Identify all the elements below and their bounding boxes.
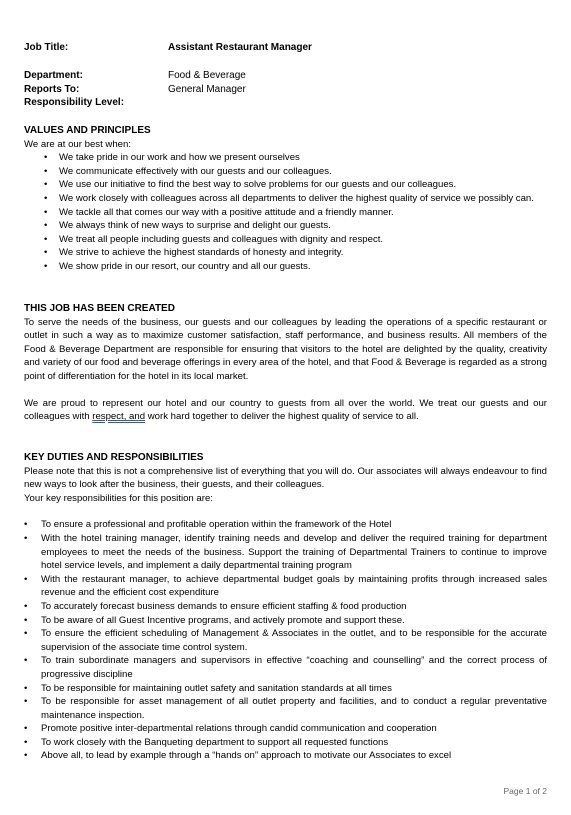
job-created-heading: THIS JOB HAS BEEN CREATED — [24, 303, 175, 314]
reports-to-label: Reports To: — [24, 84, 80, 95]
values-list — [24, 151, 547, 273]
list-item: • We strive to achieve the highest standards of honesty and integrity. — [24, 246, 547, 260]
list-item: • We use our initiative to find the best way to solve problems for our guests and our colleagues. — [24, 178, 547, 192]
list-item: • To be responsible for maintaining outlet safety and sanitation standards at all times — [24, 682, 547, 696]
list-item: • Promote positive inter-departmental relations through candid communication and cooperation — [24, 722, 547, 736]
department-value: Food & Beverage — [168, 70, 246, 81]
list-item: • We take pride in our work and how we present ourselves — [24, 151, 547, 165]
duties-heading: KEY DUTIES AND RESPONSIBILITIES — [24, 452, 204, 463]
list-item: • To ensure the efficient scheduling of Management & Associates in the outlet, and to be responsible for the accurate supervision of the associate time control system. — [24, 627, 547, 654]
list-item: • We treat all people including guests and colleagues with dignity and respect. — [24, 233, 547, 247]
list-item: • To train subordinate managers and supervisors in effective “coaching and counselling” and the correct process of progressive discipline — [24, 654, 547, 681]
paragraph-text: work hard together to deliver the highest quality of service to all. — [145, 411, 419, 423]
duties-intro: Please note that this is not a comprehensive list of everything that you will do. Our associates will always endeavour to find new ways to look after the business, their guests, and their colleagues. — [24, 465, 547, 491]
list-item: • To work closely with the Banqueting department to support all requested functions — [24, 736, 547, 750]
values-section — [24, 124, 547, 274]
list-item: • We show pride in our resort, our country and all our guests. — [24, 260, 547, 274]
list-item: • To be aware of all Guest Incentive programs, and actively promote and support these. — [24, 614, 547, 628]
duties-list — [24, 518, 547, 763]
list-item: • We always think of new ways to surprise and delight our guests. — [24, 219, 547, 233]
spellcheck-underline-text: respect, and — [92, 411, 146, 423]
job-created-paragraph: To serve the needs of the business, our guests and our colleagues by leading the operations of a specific restaurant or outlet in such a way as to maximize customer satisfaction, staff performance, and business results. All members of the Food & Beverage Department are responsible for ensuring that visitors to the hotel are delighted by the quality, creativity and variety of our food and beverage offerings in every area of the hotel, and that Food & Beverage is regarded as a strong point of differentiation for the hotel in its local market. — [24, 316, 547, 382]
list-item: • Above all, to lead by example through a “hands on” approach to motivate our Associates to excel — [24, 749, 547, 763]
values-intro: We are at our best when: — [24, 138, 132, 150]
list-item: • We communicate effectively with our guests and our colleagues. — [24, 165, 547, 179]
list-item: • To ensure a professional and profitable operation within the framework of the Hotel — [24, 518, 547, 532]
job-title-value: Assistant Restaurant Manager — [168, 42, 312, 53]
duties-intro-2: Your key responsibilities for this position are: — [24, 492, 213, 504]
list-item: • With the hotel training manager, identify training needs and develop and deliver the required training for department employees to meet the needs of the business. Support the training of Departmental Trainers to continue to improve hotel service levels, and implement a daily departmental training program — [24, 532, 547, 573]
page-number: Page 1 of 2 — [503, 786, 547, 796]
list-item: • With the restaurant manager, to achieve departmental budget goals by maintaining profits through increased sales revenue and the efficient cost expenditure — [24, 573, 547, 600]
list-item: • We tackle all that comes our way with a positive attitude and a friendly manner. — [24, 206, 547, 220]
department-label: Department: — [24, 70, 83, 81]
reports-to-value: General Manager — [168, 84, 246, 95]
list-item: • To be responsible for asset management of all outlet property and facilities, and to conduct a regular preventative maintenance inspection. — [24, 695, 547, 722]
job-created-section — [24, 302, 547, 424]
responsibility-label: Responsibility Level: — [24, 97, 125, 108]
paragraph-text: We are proud to represent our hotel and our country to guests from all over the world. We treat our guests and our colleagues with — [24, 397, 547, 423]
job-title-label: Job Title: — [24, 42, 69, 53]
job-created-paragraph-2 — [24, 397, 547, 424]
list-item: • To accurately forecast business demands to ensure efficient staffing & food production — [24, 600, 547, 614]
values-heading: VALUES AND PRINCIPLES — [24, 125, 151, 136]
list-item: • We work closely with colleagues across all departments to deliver the highest quality of service we possibly can. — [24, 192, 547, 206]
duties-section — [24, 451, 547, 763]
